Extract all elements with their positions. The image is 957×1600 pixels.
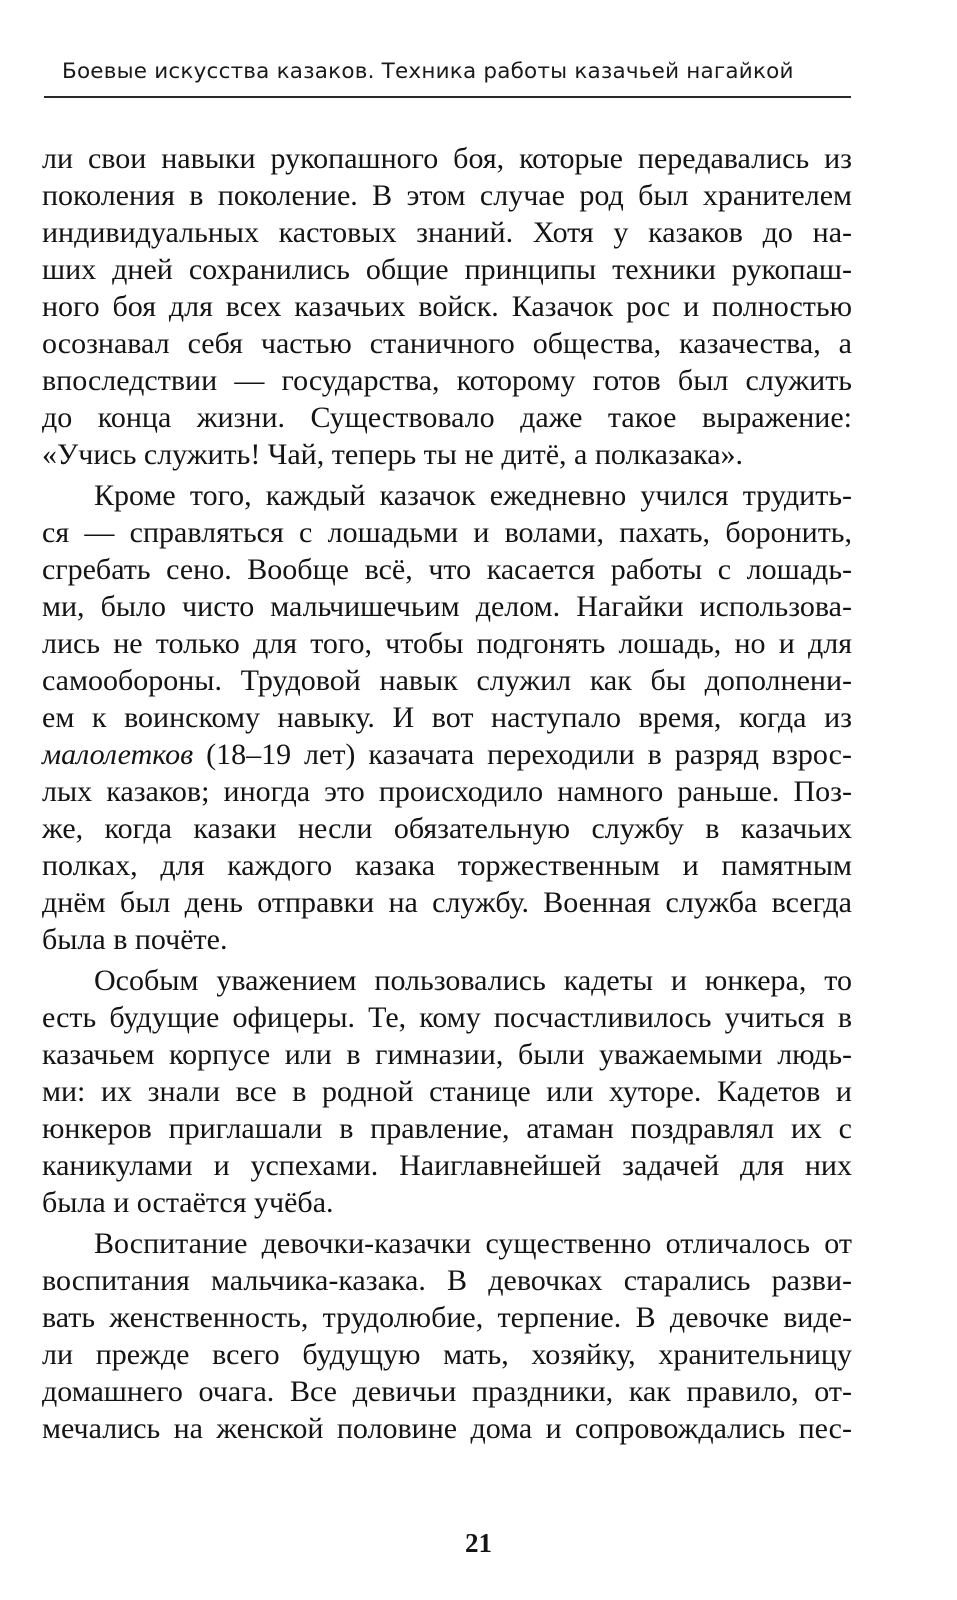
text-line: [42, 1110, 852, 1147]
running-head: Боевые искусства казаков. Техника работы казачьей нагайкой: [62, 59, 794, 84]
page-number: 21: [465, 1528, 492, 1558]
line-text: ли свои навыки рукопашного боя, которые передавались из: [42, 142, 852, 175]
text-line: [42, 625, 852, 662]
text-line: [42, 1147, 852, 1184]
text-line: [42, 699, 852, 736]
text-line: [42, 214, 852, 251]
line-text: ми, было чисто мальчишечьим делом. Нагайки использова-: [42, 590, 852, 623]
line-text: юнкеров приглашали в правление, атаман поздравлял их с: [42, 1112, 852, 1145]
line-text: мечались на женской половине дома и сопровождались пес-: [42, 1412, 852, 1445]
text-line: [42, 1373, 852, 1410]
line-text: же, когда казаки несли обязательную службу в казачьих: [42, 812, 852, 845]
line-text: воспитания мальчика-казака. В девочках старались разви-: [42, 1264, 852, 1297]
line-text: домашнего очага. Все девичьи праздники, как правило, от-: [42, 1375, 852, 1408]
body-text: [42, 140, 852, 1447]
line-text: «Учись служить! Чай, теперь ты не дитё, а полказака».: [42, 438, 744, 471]
text-line: [42, 1073, 852, 1110]
header-rule: [44, 96, 851, 98]
text-line: [42, 251, 852, 288]
line-text: ем к воинскому навыку. И вот наступало время, когда из: [42, 701, 852, 734]
text-line: [42, 177, 852, 214]
paragraph: [42, 140, 852, 473]
text-line: [42, 884, 852, 921]
paragraph: [42, 962, 852, 1221]
text-line: [42, 1336, 852, 1373]
line-text: была в почёте.: [42, 923, 228, 956]
line-text: вать женственность, трудолюбие, терпение. В девочке виде-: [42, 1301, 852, 1334]
line-text: ного боя для всех казачьих войск. Казачок рос и полностью: [42, 290, 852, 323]
line-text: осознавал себя частью станичного общества, казачества, а: [42, 327, 852, 360]
text-line: [42, 921, 852, 958]
line-text: Кроме того, каждый казачок ежедневно учился трудить-: [94, 479, 852, 512]
text-line: [42, 1184, 852, 1221]
line-text: полках, для каждого казака торжественным и памятным: [42, 849, 852, 882]
text-line: [42, 962, 852, 999]
line-text: сгребать сено. Вообще всё, что касается работы с лошадь-: [42, 553, 852, 586]
line-text: до конца жизни. Существовало даже такое выражение:: [42, 401, 852, 434]
text-line: [42, 551, 852, 588]
line-text: днём был день отправки на службу. Военная служба всегда: [42, 886, 852, 919]
line-text: поколения в поколение. В этом случае род был хранителем: [42, 179, 852, 212]
line-text: (18–19 лет) казачата переходили в разряд взрос-: [193, 738, 852, 771]
text-line: [42, 847, 852, 884]
paragraph: [42, 1225, 852, 1447]
italic-term: малолетков: [42, 738, 194, 771]
text-line: [42, 736, 852, 773]
line-text: ми: их знали все в родной станице или хуторе. Кадетов и: [42, 1075, 852, 1108]
line-text: есть будущие офицеры. Те, кому посчастливилось учиться в: [42, 1001, 852, 1034]
text-line: [42, 436, 852, 473]
text-line: [42, 325, 852, 362]
text-line: [42, 588, 852, 625]
text-line: [42, 1410, 852, 1447]
text-line: [42, 1262, 852, 1299]
text-line: [42, 477, 852, 514]
text-line: [42, 362, 852, 399]
text-line: [42, 1299, 852, 1336]
line-text: каникулами и успехами. Наиглавнейшей задачей для них: [42, 1149, 852, 1182]
line-text: впоследствии — государства, которому готов был служить: [42, 364, 852, 397]
line-text: лых казаков; иногда это происходило намного раньше. Поз-: [42, 775, 852, 808]
text-line: [42, 514, 852, 551]
text-line: [42, 399, 852, 436]
text-line: [42, 662, 852, 699]
line-text: ших дней сохранились общие принципы техники рукопаш-: [42, 253, 852, 286]
text-line: [42, 1225, 852, 1262]
line-text: была и остаётся учёба.: [42, 1186, 334, 1219]
line-text: Воспитание девочки-казачки существенно отличалось от: [94, 1227, 852, 1260]
line-text: казачьем корпусе или в гимназии, были уважаемыми людь-: [42, 1038, 852, 1071]
line-text: ся — справляться с лошадьми и волами, пахать, боронить,: [42, 516, 852, 549]
line-text: Особым уважением пользовались кадеты и юнкера, то: [94, 964, 852, 997]
line-text: самообороны. Трудовой навык служил как бы дополнени-: [42, 664, 852, 697]
line-text: лись не только для того, чтобы подгонять лошадь, но и для: [42, 627, 852, 660]
line-text: ли прежде всего будущую мать, хозяйку, хранительницу: [42, 1338, 852, 1371]
text-line: [42, 773, 852, 810]
text-line: [42, 140, 852, 177]
line-text: индивидуальных кастовых знаний. Хотя у казаков до на-: [42, 216, 852, 249]
text-line: [42, 1036, 852, 1073]
text-line: [42, 810, 852, 847]
paragraph: [42, 477, 852, 958]
text-line: [42, 999, 852, 1036]
text-line: [42, 288, 852, 325]
